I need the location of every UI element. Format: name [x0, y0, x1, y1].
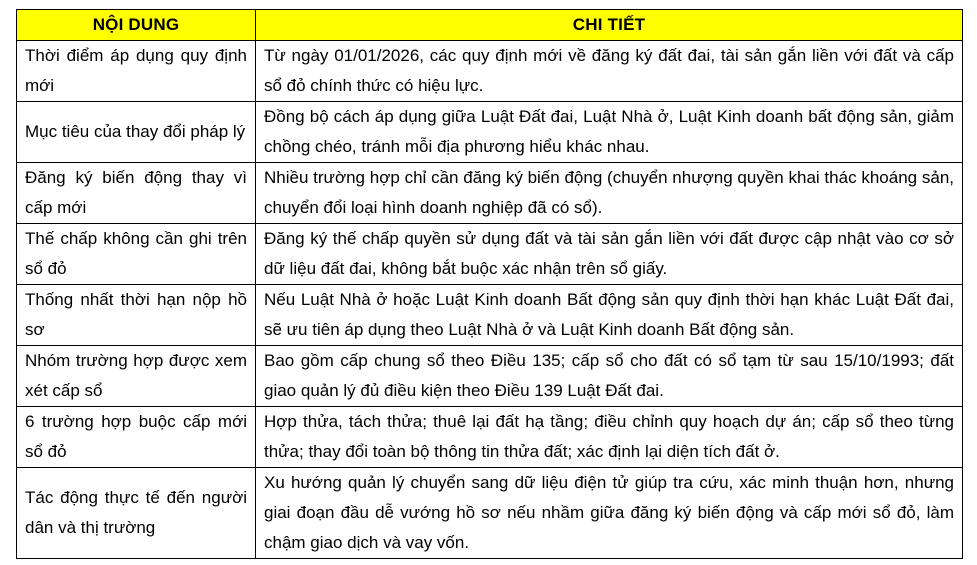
row-label: Nhóm trường hợp được xem xét cấp sổ [17, 346, 256, 407]
row-detail: Xu hướng quản lý chuyển sang dữ liệu điện tử giúp tra cứu, xác minh thuận hơn, nhưng giai đoạn đầu dễ vướng hồ sơ nếu nhầm giữa đăng ký biến động và cấp mới sổ đỏ, làm chậm giao dịch và vay vốn. [256, 468, 963, 559]
table-row [17, 407, 963, 468]
row-label: Thời điểm áp dụng quy định mới [17, 41, 256, 102]
row-detail: Đồng bộ cách áp dụng giữa Luật Đất đai, Luật Nhà ở, Luật Kinh doanh bất động sản, giảm chồng chéo, tránh mỗi địa phương hiểu khác nhau. [256, 102, 963, 163]
row-label: 6 trường hợp buộc cấp mới sổ đỏ [17, 407, 256, 468]
table-row [17, 102, 963, 163]
header-details: CHI TIẾT [256, 10, 963, 41]
row-label: Đăng ký biến động thay vì cấp mới [17, 163, 256, 224]
row-label: Thống nhất thời hạn nộp hồ sơ [17, 285, 256, 346]
table-row [17, 346, 963, 407]
row-detail: Từ ngày 01/01/2026, các quy định mới về đăng ký đất đai, tài sản gắn liền với đất và cấp sổ đỏ chính thức có hiệu lực. [256, 41, 963, 102]
table-row [17, 285, 963, 346]
header-row [17, 10, 963, 41]
row-detail: Bao gồm cấp chung sổ theo Điều 135; cấp sổ cho đất có sổ tạm từ sau 15/10/1993; đất giao quản lý đủ điều kiện theo Điều 139 Luật Đất đai. [256, 346, 963, 407]
row-label: Tác động thực tế đến người dân và thị trường [17, 468, 256, 559]
row-detail: Đăng ký thế chấp quyền sử dụng đất và tài sản gắn liền với đất được cập nhật vào cơ sở dữ liệu đất đai, không bắt buộc xác nhận trên sổ giấy. [256, 224, 963, 285]
header-content: NỘI DUNG [17, 10, 256, 41]
table-row [17, 224, 963, 285]
row-detail: Nếu Luật Nhà ở hoặc Luật Kinh doanh Bất động sản quy định thời hạn khác Luật Đất đai, sẽ ưu tiên áp dụng theo Luật Nhà ở và Luật Kinh doanh Bất động sản. [256, 285, 963, 346]
row-detail: Hợp thửa, tách thửa; thuê lại đất hạ tầng; điều chỉnh quy hoạch dự án; cấp sổ theo từng thửa; thay đổi toàn bộ thông tin thửa đất; xác định lại diện tích đất ở. [256, 407, 963, 468]
row-detail: Nhiều trường hợp chỉ cần đăng ký biến động (chuyển nhượng quyền khai thác khoáng sản, chuyển đổi loại hình doanh nghiệp đã có sổ). [256, 163, 963, 224]
table-row [17, 41, 963, 102]
row-label: Mục tiêu của thay đổi pháp lý [17, 102, 256, 163]
summary-table [16, 9, 963, 559]
row-label: Thế chấp không cần ghi trên sổ đỏ [17, 224, 256, 285]
table-row [17, 468, 963, 559]
table-row [17, 163, 963, 224]
